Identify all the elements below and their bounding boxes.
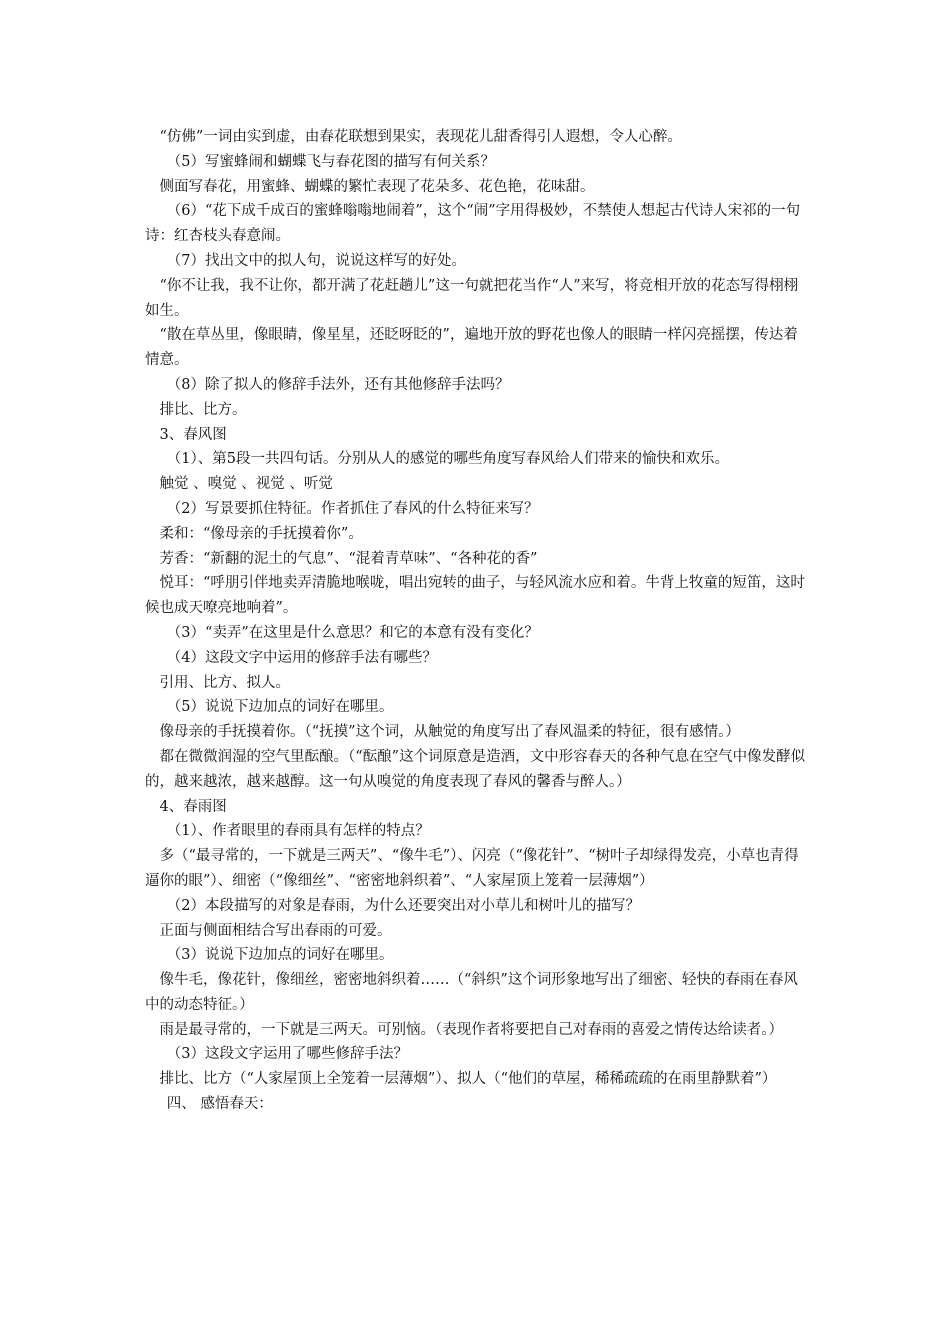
section-heading: 四、 感悟春天： (166, 1096, 273, 1113)
paragraph: （3）“卖弄”在这里是什么意思？和它的本意有没有变化？ (166, 624, 539, 641)
paragraph: （3）这段文字运用了哪些修辞手法？ (166, 1046, 408, 1063)
paragraph: （1）、第5段一共四句话。分别从人的感觉的哪些角度写春风给人们带来的愉快和欢乐。 (166, 451, 729, 468)
paragraph: 排比、比方（“人家屋顶上全笼着一层薄烟”）、拟人（“他们的草屋，稀稀疏疏的在雨里静默着”） (159, 1071, 777, 1088)
paragraph: 排比、比方。 (159, 401, 247, 418)
paragraph: （2）写景要抓住特征。作者抓住了春风的什么特征来写？ (166, 500, 539, 517)
paragraph: “你不让我，我不让你，都开满了花赶趟儿”这一句就把花当作“人”来写，将竞相开放的花态写得栩栩如生。 (145, 277, 799, 319)
paragraph: 侧面写春花，用蜜蜂、蝴蝶的繁忙表现了花朵多、花色艳，花味甜。 (159, 178, 595, 195)
paragraph: （2）本段描写的对象是春雨，为什么还要突出对小草儿和树叶儿的描写？ (166, 897, 640, 914)
paragraph: （3）说说下边加点的词好在哪里。 (166, 947, 394, 964)
paragraph: （8）除了拟人的修辞手法外，还有其他修辞手法吗？ (166, 376, 510, 393)
paragraph: （4）这段文字中运用的修辞手法有哪些？ (166, 649, 437, 666)
paragraph: “仿佛”一词由实到虚，由春花联想到果实，表现花儿甜香得引人遐想，令人心醉。 (159, 129, 682, 145)
paragraph: （7）找出文中的拟人句，说说这样写的好处。 (166, 252, 466, 269)
paragraph: 触觉 、嗅觉 、视觉 、听觉 (159, 476, 333, 493)
paragraph: 多（“最寻常的，一下就是三两天”、“像牛毛”）、闪亮（“像花针”、“树叶子却绿得发亮，小草也青得逼你的眼”）、细密（“像细丝”、“密密地斜织着”、“人家屋顶上笼着一层薄烟”） (145, 848, 799, 889)
section-heading: 4、春雨图 (159, 798, 227, 815)
paragraph: 引用、比方、拟人。 (159, 674, 290, 691)
paragraph: 像牛毛，像花针，像细丝，密密地斜织着……（“斜织”这个词形象地写出了细密、轻快的春雨在春风中的动态特征。） (145, 972, 798, 1013)
document-body (145, 125, 810, 1117)
paragraph: 雨是最寻常的，一下就是三两天。可别恼。（表现作者将要把自己对春雨的喜爱之情传达给读者。） (159, 1021, 783, 1038)
paragraph: 都在微微润湿的空气里酝酿。（“酝酿”这个词原意是造酒，文中形容春天的各种气息在空气中像发酵似的，越来越浓，越来越醇。这一句从嗅觉的角度表现了春风的馨香与醉人。） (145, 748, 806, 790)
paragraph: （1）、作者眼里的春雨具有怎样的特点？ (166, 823, 430, 840)
paragraph: （6）“花下成千成百的蜜蜂嗡嗡地闹着”，这个“闹”字用得极妙，不禁使人想起古代诗人宋祁的一句诗：红杏枝头春意闹。 (145, 203, 801, 245)
paragraph: 柔和：“像母亲的手抚摸着你”。 (159, 525, 363, 542)
paragraph: 正面与侧面相结合写出春雨的可爱。 (159, 922, 392, 939)
paragraph: （5）说说下边加点的词好在哪里。 (166, 699, 394, 716)
paragraph: 像母亲的手抚摸着你。（“抚摸”这个词，从触觉的角度写出了春风温柔的特征，很有感情。） (159, 724, 740, 741)
section-heading: 3、春风图 (159, 426, 227, 443)
paragraph: “散在草丛里，像眼睛，像星星，还眨呀眨的”，遍地开放的野花也像人的眼睛一样闪亮摇摆，传达着情意。 (145, 327, 798, 369)
paragraph: 悦耳：“呼朋引伴地卖弄清脆地喉咙，唱出宛转的曲子，与轻风流水应和着。牛背上牧童的短笛，这时候也成天嘹亮地响着”。 (145, 575, 805, 617)
paragraph: 芳香：“新翻的泥土的气息”、“混着青草味”、“各种花的香” (159, 550, 538, 567)
paragraph: （5）写蜜蜂闹和蝴蝶飞与春花图的描写有何关系？ (166, 153, 495, 170)
